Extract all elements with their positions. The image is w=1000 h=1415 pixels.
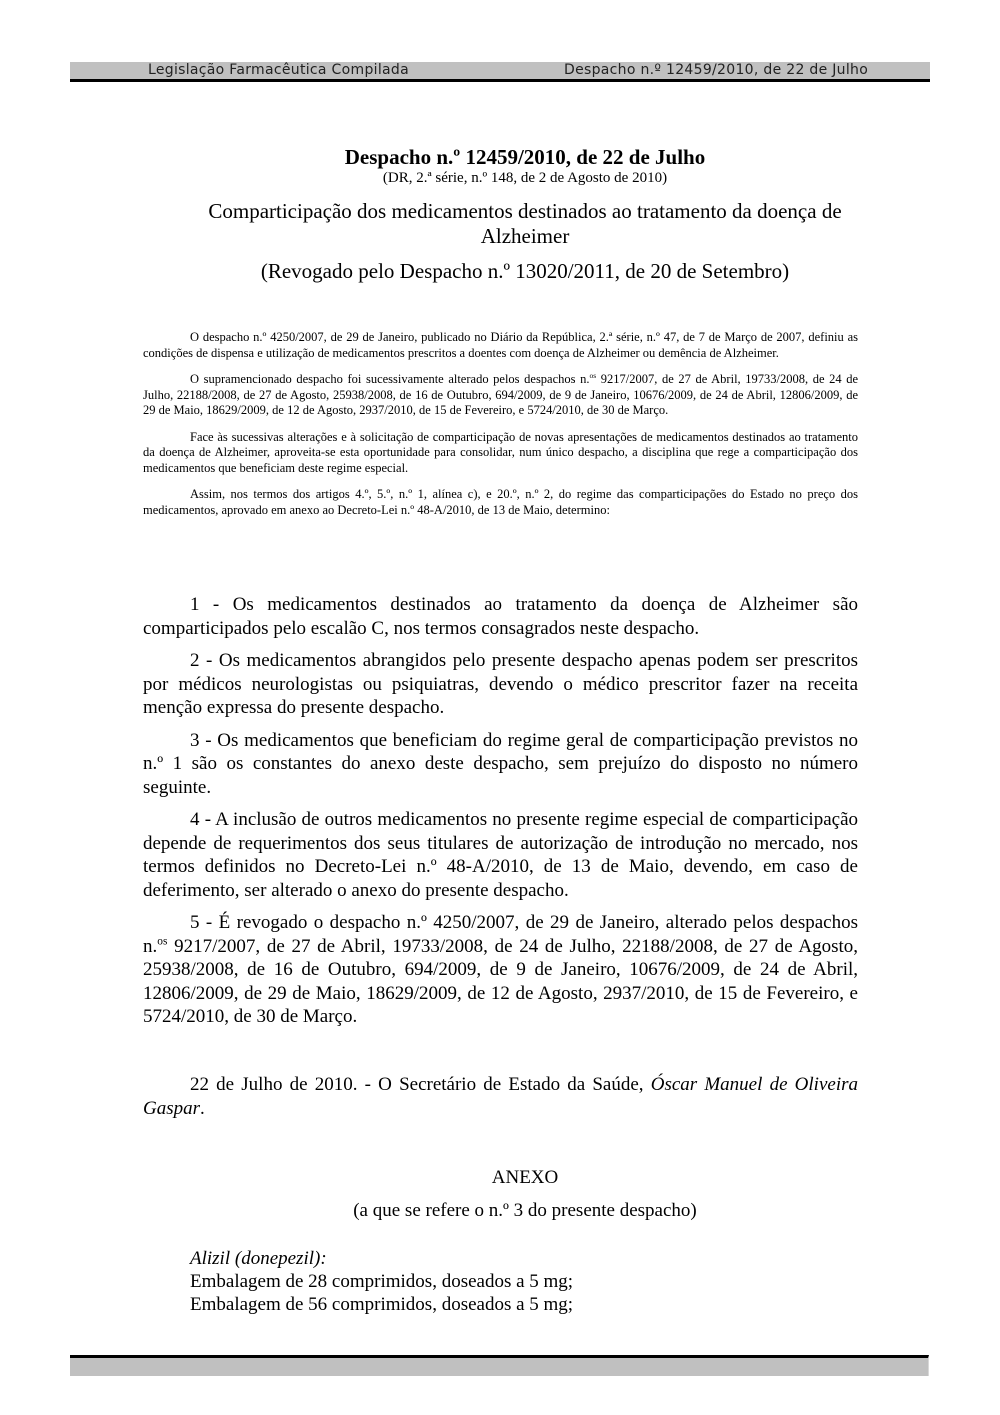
page-header [70,62,930,82]
preamble-paragraph: Face às sucessivas alterações e à solicitação de comparticipação de novas apresentações de medicamentos destinados ao tratamento da doença de Alzheimer, aproveita-se esta oportunidade para consolidar, num único despacho, a disciplina que rege a comparticipação dos medicamentos que beneficiam deste regime especial. [143,429,858,475]
annex-item: Embalagem de 56 comprimidos, doseados a 5 mg; [190,1294,574,1315]
header-document-title: Despacho n.º 12459/2010, de 22 de Julho [564,62,869,78]
signature-end: . [200,1097,205,1119]
signature-text: 22 de Julho de 2010. - O Secretário de Estado da Saúde, [190,1074,651,1095]
text-run: 9217/2007, de 27 de Abril, 19733/2008, de 24 de Julho, 22188/2008, de 27 de Agosto, 25938/2008, de 16 de Outubro, 694/2009, de 9 de Janeiro, 10676/2009, de 24 de Abril, 12806/2009, de 29 de Maio, 18629/2009, de 12 de Agosto, 2937/2010, de 15 de Fevereiro, e 5724/2010, de 30 de Março. [143,935,858,1027]
annex-title: ANEXO [491,1167,559,1188]
superscript: os [157,935,168,948]
preamble-paragraph: Assim, nos termos dos artigos 4.º, 5.º, n.º 1, alínea c), e 20.º, n.º 2, do regime das comparticipações do Estado no preço dos medicamentos, aprovado em anexo ao Decreto-Lei n.º 48-A/2010, de 13 de Maio, determino: [143,487,858,517]
text-run: O supramencionado despacho foi sucessivamente alterado pelos despachos n. [190,372,590,386]
annex-list [190,1247,573,1316]
preamble [143,330,858,529]
text-run: 5 - É revogado o despacho n.º 4250/2007, de 29 de Janeiro, alterado pelos despachos n. [143,912,858,957]
article-paragraph [143,911,858,1029]
article-paragraph: 2 - Os medicamentos abrangidos pelo presente despacho apenas podem ser prescritos por médicos neurologistas ou psiquiatras, devendo o médico prescritor fazer na receita menção expressa do presente despacho. [143,650,858,718]
articles [143,593,858,1038]
preamble-paragraph [143,372,858,419]
article-paragraph: 1 - Os medicamentos destinados ao tratamento da doença de Alzheimer são comparticipados pelo escalão C, nos termos consagrados neste despacho. [143,594,858,639]
document-subtitle: (DR, 2.ª série, n.º 148, de 2 de Agosto de 2010) [382,170,668,186]
annex-subtitle: (a que se refere o n.º 3 do presente despacho) [353,1200,697,1221]
article-paragraph: 4 - A inclusão de outros medicamentos no presente regime especial de comparticipação depende de requerimentos dos seus titulares de autorização de introdução no mercado, nos termos definidos no Decreto-Lei n.º 48-A/2010, de 13 de Maio, devendo, em caso de deferimento, ser alterado o anexo do presente despacho. [143,809,858,901]
revoked-note: (Revogado pelo Despacho n.º 13020/2011, de 20 de Setembro) [260,259,790,283]
annex-drug-name: Alizil (donepezil): [190,1248,327,1269]
document-title: Despacho n.º 12459/2010, de 22 de Julho [344,145,706,169]
signatory-name: Óscar Manuel de Oliveira Gaspar [143,1074,858,1119]
header-publication-title: Legislação Farmacêutica Compilada [148,62,409,78]
superscript: os [589,370,597,380]
document-topic: Comparticipação dos medicamentos destinados ao tratamento da doença de Alzheimer [208,199,842,248]
page-footer [70,1355,929,1376]
text-run: 9217/2007, de 27 de Abril, 19733/2008, de 24 de Julho, 22188/2008, de 27 de Agosto, 25938/2008, de 16 de Outubro, 694/2009, de 9 de Janeiro, 10676/2009, de 24 de Abril, 12806/2009, de 29 de Maio, 18629/2009, de 12 de Agosto, 2937/2010, de 15 de Fevereiro, e 5724/2010, de 30 de Março. [143,372,858,417]
preamble-paragraph: O despacho n.º 4250/2007, de 29 de Janeiro, publicado no Diário da República, 2.ª série, n.º 47, de 7 de Março de 2007, definiu as condições de dispensa e utilização de medicamentos prescritos a doentes com doença de Alzheimer ou demência de Alzheimer. [143,330,858,360]
signature [143,1073,858,1120]
article-paragraph: 3 - Os medicamentos que beneficiam do regime geral de comparticipação previstos no n.º 1 são os constantes do anexo deste despacho, sem prejuízo do disposto no número seguinte. [143,729,858,798]
annex-item: Embalagem de 28 comprimidos, doseados a 5 mg; [190,1271,574,1292]
